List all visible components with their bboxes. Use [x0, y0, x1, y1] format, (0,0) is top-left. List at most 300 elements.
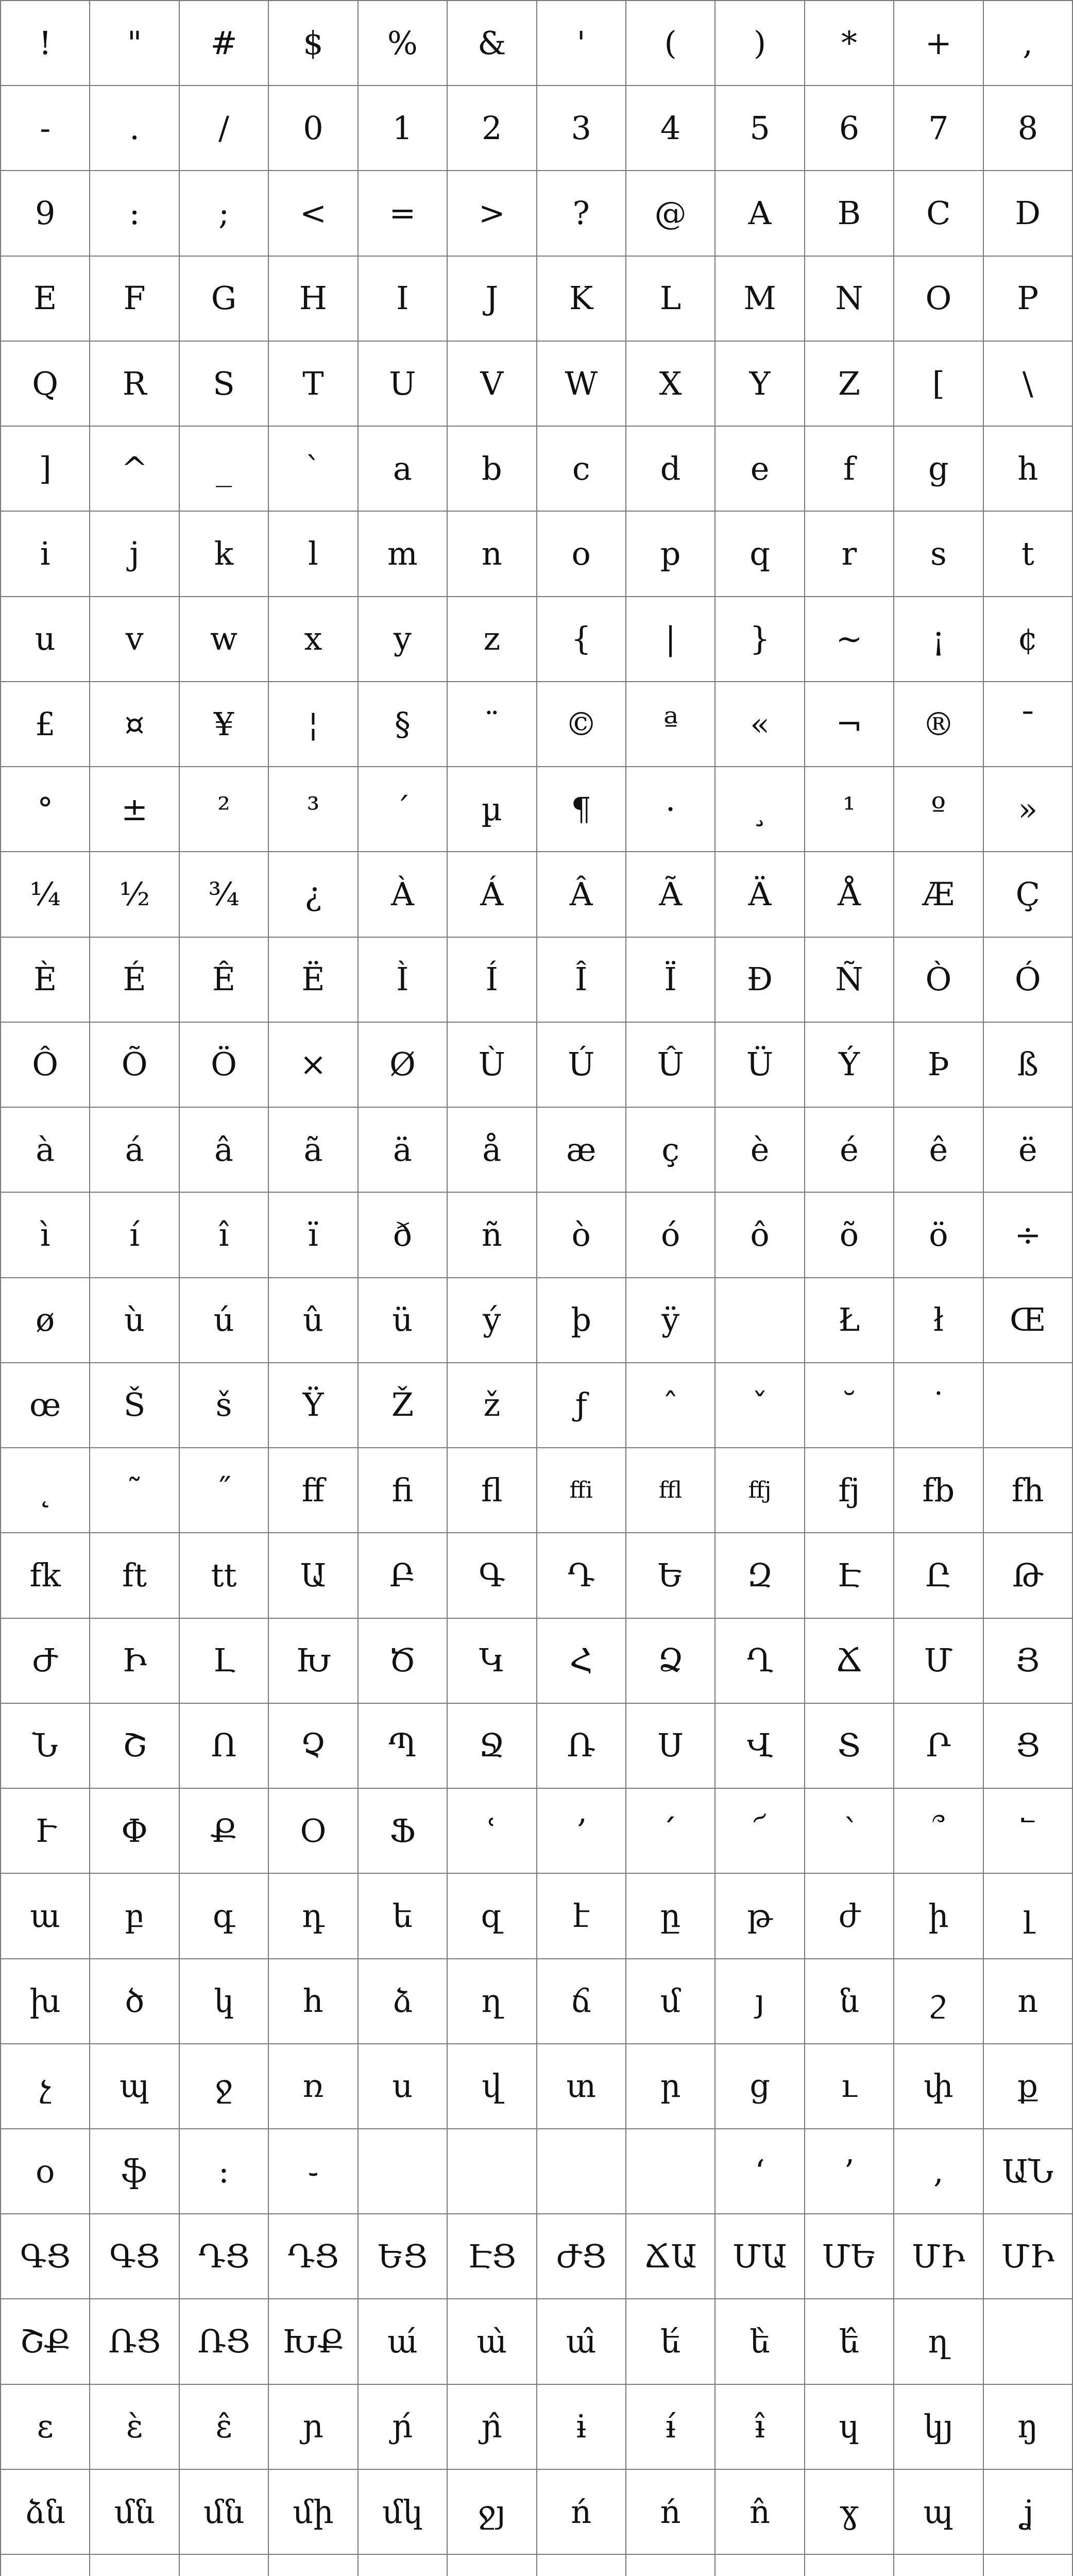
glyph-cell — [269, 427, 358, 512]
glyph: fj — [838, 1471, 860, 1509]
glyph-cell — [716, 2299, 805, 2384]
glyph-cell — [359, 1533, 448, 1618]
glyph-cell — [626, 2299, 716, 2384]
glyph: ¹ — [843, 790, 856, 828]
glyph: ff — [301, 1471, 325, 1509]
glyph-cell — [984, 1789, 1073, 1874]
glyph-cell — [90, 1704, 179, 1789]
glyph: Ô — [32, 1045, 59, 1083]
glyph: 7 — [928, 109, 949, 147]
glyph: Է — [837, 1556, 862, 1594]
glyph: ˙ — [930, 1386, 947, 1424]
glyph-cell — [805, 1619, 894, 1704]
glyph-cell — [805, 1704, 894, 1789]
glyph: Œ — [1010, 1301, 1046, 1339]
glyph: ¥ — [213, 705, 234, 743]
glyph: Õ — [121, 1045, 148, 1083]
glyph: ց — [750, 2067, 770, 2105]
glyph: ffj — [748, 1477, 772, 1503]
glyph: U — [389, 364, 416, 402]
glyph-cell — [90, 1193, 179, 1278]
glyph-cell — [1, 1108, 90, 1193]
glyph: g — [928, 449, 949, 487]
glyph: Å — [838, 875, 861, 913]
glyph-cell — [180, 1363, 269, 1448]
glyph: fi — [391, 1471, 414, 1509]
glyph: ւ — [841, 2067, 857, 2105]
glyph: â — [214, 1130, 234, 1168]
glyph-cell — [448, 682, 537, 767]
glyph-cell — [90, 2470, 179, 2555]
glyph: + — [925, 24, 952, 62]
glyph: ¼ — [29, 875, 61, 913]
glyph: ý — [483, 1301, 501, 1339]
glyph-cell — [537, 171, 626, 256]
glyph: ա́ — [387, 2323, 418, 2361]
glyph: ɨ̂ — [755, 2408, 765, 2446]
glyph: Պ — [388, 1726, 417, 1765]
glyph-cell — [448, 342, 537, 427]
glyph-cell — [180, 767, 269, 852]
glyph-cell — [537, 257, 626, 342]
glyph: ԵՑ — [378, 2237, 428, 2275]
glyph: ԳՑ — [20, 2237, 71, 2275]
glyph-cell — [894, 1959, 983, 2044]
glyph-cell — [537, 2044, 626, 2129]
glyph: fb — [922, 1471, 955, 1509]
glyph-cell — [716, 1448, 805, 1533]
glyph-cell — [448, 1448, 537, 1533]
glyph: \ — [1022, 364, 1033, 402]
glyph-cell — [894, 86, 983, 171]
glyph-cell — [1, 512, 90, 597]
glyph-cell — [716, 2385, 805, 2470]
glyph-cell — [90, 852, 179, 937]
glyph: 1 — [392, 109, 413, 147]
glyph-cell — [716, 1193, 805, 1278]
glyph-cell — [894, 1023, 983, 1108]
glyph-cell — [805, 1533, 894, 1618]
glyph-cell — [269, 171, 358, 256]
glyph: ԷՑ — [467, 2237, 516, 2275]
glyph-cell — [626, 1533, 716, 1618]
glyph: ս — [392, 2067, 413, 2105]
glyph-cell — [359, 1193, 448, 1278]
glyph-cell — [269, 2555, 358, 2576]
glyph: Թ — [1012, 1556, 1044, 1594]
glyph-cell — [716, 171, 805, 256]
glyph: ՚ — [577, 1811, 586, 1850]
glyph-cell — [1, 342, 90, 427]
glyph: » — [1018, 790, 1038, 828]
glyph-cell — [984, 597, 1073, 682]
glyph: Լ — [213, 1641, 235, 1680]
glyph-cell — [805, 2470, 894, 2555]
glyph: ´ — [394, 790, 411, 828]
glyph: æ — [566, 1130, 597, 1168]
glyph-cell — [90, 342, 179, 427]
glyph-cell — [716, 1108, 805, 1193]
glyph: մ — [660, 1982, 681, 2020]
glyph: ՃԱ — [644, 2237, 697, 2275]
glyph-cell — [537, 1, 626, 86]
glyph: ծ — [125, 1982, 145, 2020]
glyph: t — [1021, 535, 1034, 573]
glyph: ա̀ — [476, 2323, 507, 2361]
glyph-cell — [90, 257, 179, 342]
glyph-cell — [448, 1363, 537, 1448]
glyph-cell — [448, 2555, 537, 2576]
glyph-cell — [984, 1, 1073, 86]
glyph: ա — [30, 1896, 61, 1935]
glyph-cell — [626, 1959, 716, 2044]
glyph: 8 — [1017, 109, 1038, 147]
glyph-cell — [359, 1874, 448, 1959]
glyph: [ — [932, 364, 945, 402]
glyph-cell — [180, 1108, 269, 1193]
glyph: Þ — [927, 1045, 949, 1083]
glyph-cell — [448, 171, 537, 256]
glyph-cell — [90, 682, 179, 767]
glyph-cell — [626, 1, 716, 86]
glyph: զ — [481, 1896, 503, 1935]
glyph-cell — [805, 1278, 894, 1363]
glyph-cell — [626, 767, 716, 852]
glyph: Մ — [924, 1641, 953, 1680]
glyph-cell — [448, 2299, 537, 2384]
glyph: ՄԱ — [733, 2237, 787, 2275]
glyph-cell — [537, 2299, 626, 2384]
glyph: ê — [929, 1130, 948, 1168]
glyph: fl — [481, 1471, 503, 1509]
glyph: Ä — [748, 875, 772, 913]
glyph: շ — [931, 1982, 946, 2020]
glyph-cell — [180, 1789, 269, 1874]
glyph-cell — [805, 1363, 894, 1448]
glyph: k — [214, 535, 234, 573]
glyph: œ — [29, 1386, 61, 1424]
glyph: տ — [566, 2067, 597, 2105]
glyph: ՇՔ — [20, 2323, 71, 2361]
glyph-cell — [626, 1874, 716, 1959]
glyph: ú — [213, 1301, 234, 1339]
glyph-cell — [984, 1959, 1073, 2044]
glyph-cell — [537, 512, 626, 597]
glyph: « — [750, 705, 770, 743]
glyph: ե̂ — [839, 2323, 859, 2361]
glyph: fh — [1011, 1471, 1044, 1509]
glyph: P — [1017, 279, 1039, 317]
glyph: 3 — [571, 109, 591, 147]
glyph-cell — [537, 1704, 626, 1789]
glyph-cell — [626, 2470, 716, 2555]
glyph: ՟ — [1019, 1811, 1036, 1850]
glyph-cell — [1, 1789, 90, 1874]
glyph: ։ — [218, 2152, 230, 2190]
glyph: Ո — [211, 1726, 237, 1765]
glyph: Շ — [122, 1726, 147, 1765]
glyph: Չ — [300, 1726, 326, 1765]
glyph: Կ — [479, 1641, 505, 1680]
glyph: Գ — [479, 1556, 505, 1594]
glyph: ~ — [836, 620, 863, 658]
glyph: ¿ — [304, 875, 322, 913]
glyph: - — [40, 109, 51, 147]
glyph-cell — [269, 1193, 358, 1278]
glyph-cell — [269, 257, 358, 342]
glyph-cell — [359, 1108, 448, 1193]
glyph: ? — [572, 194, 590, 232]
glyph-cell — [805, 1874, 894, 1959]
glyph: n — [481, 535, 502, 573]
glyph-cell — [894, 171, 983, 256]
glyph: û — [302, 1301, 323, 1339]
glyph-cell — [1, 767, 90, 852]
glyph-cell — [359, 1363, 448, 1448]
glyph-cell — [1, 257, 90, 342]
glyph: խ — [29, 1982, 61, 2020]
glyph: ֊ — [308, 2152, 319, 2190]
glyph: ɥ — [839, 2408, 860, 2446]
glyph: ! — [39, 24, 52, 62]
glyph: § — [394, 705, 411, 743]
glyph-cell — [984, 1533, 1073, 1618]
glyph: E — [33, 279, 57, 317]
glyph: ' — [576, 24, 586, 62]
glyph-cell — [269, 1533, 358, 1618]
glyph-cell — [626, 1108, 716, 1193]
glyph-cell — [180, 1278, 269, 1363]
glyph: á — [125, 1130, 144, 1168]
glyph-cell — [90, 1874, 179, 1959]
glyph-cell — [894, 1278, 983, 1363]
glyph: ՝ — [843, 1811, 855, 1850]
glyph: M — [743, 279, 776, 317]
glyph-cell — [269, 1704, 358, 1789]
glyph: m — [387, 535, 418, 573]
glyph-cell — [894, 2555, 983, 2576]
glyph: ո — [1017, 1982, 1038, 2020]
glyph-cell — [1, 1448, 90, 1533]
glyph-cell — [359, 1959, 448, 2044]
glyph: G — [211, 279, 237, 317]
glyph: ɨ — [576, 2408, 587, 2446]
glyph: T — [302, 364, 324, 402]
glyph-cell — [894, 2214, 983, 2299]
glyph-cell — [180, 1023, 269, 1108]
glyph: ճ — [570, 1982, 592, 2020]
glyph: Ç — [1015, 875, 1041, 913]
glyph: Խ — [295, 1641, 331, 1680]
glyph: թ — [747, 1896, 773, 1935]
glyph-cell — [626, 2044, 716, 2129]
glyph-cell — [626, 2555, 716, 2576]
glyph-cell — [716, 2044, 805, 2129]
glyph-cell — [269, 767, 358, 852]
glyph: Ն — [32, 1726, 58, 1765]
glyph: Բ — [389, 1556, 416, 1594]
glyph-cell — [269, 682, 358, 767]
glyph: N — [835, 279, 863, 317]
glyph-cell — [90, 86, 179, 171]
glyph-cell — [984, 2555, 1073, 2576]
glyph: Ú — [568, 1045, 595, 1083]
glyph-cell — [894, 257, 983, 342]
glyph: R — [122, 364, 147, 402]
glyph-cell — [359, 2044, 448, 2129]
glyph: Û — [657, 1045, 684, 1083]
glyph-cell — [180, 512, 269, 597]
glyph: ɣ — [839, 2493, 859, 2531]
glyph-cell — [984, 2299, 1073, 2384]
glyph: w — [210, 620, 238, 658]
glyph-cell — [805, 1023, 894, 1108]
glyph: Â — [569, 875, 593, 913]
glyph: Փ — [121, 1811, 148, 1850]
glyph-cell — [448, 1874, 537, 1959]
glyph-cell — [448, 512, 537, 597]
glyph-cell — [90, 2299, 179, 2384]
glyph-cell — [359, 682, 448, 767]
glyph: Վ — [747, 1726, 773, 1765]
glyph-cell — [90, 2555, 179, 2576]
glyph: ì — [40, 1215, 50, 1253]
glyph-cell — [448, 2470, 537, 2555]
glyph-cell — [626, 171, 716, 256]
glyph-cell — [180, 2044, 269, 2129]
glyph-cell — [894, 2385, 983, 2470]
glyph-cell — [448, 1023, 537, 1108]
glyph: j — [129, 535, 140, 573]
glyph-cell — [626, 427, 716, 512]
glyph-cell — [537, 1278, 626, 1363]
glyph-cell — [805, 2044, 894, 2129]
glyph-cell — [1, 171, 90, 256]
glyph-cell — [269, 852, 358, 937]
glyph: Ր — [926, 1726, 951, 1765]
glyph: Ò — [925, 960, 952, 998]
glyph-cell — [894, 1108, 983, 1193]
glyph: Ց — [1016, 1726, 1040, 1765]
glyph: ° — [37, 790, 54, 828]
glyph: հ — [303, 1982, 323, 2020]
glyph-cell — [180, 171, 269, 256]
glyph-cell — [1, 1023, 90, 1108]
glyph: Ս — [657, 1726, 684, 1765]
glyph: ʝ — [1021, 2493, 1034, 2531]
glyph: ɲ̂ — [481, 2408, 502, 2446]
glyph-cell — [537, 1533, 626, 1618]
glyph: $ — [303, 24, 323, 62]
glyph-cell — [1, 1278, 90, 1363]
glyph-cell — [894, 938, 983, 1023]
glyph-cell — [359, 2470, 448, 2555]
glyph-cell — [537, 1789, 626, 1874]
glyph: ը — [660, 1896, 681, 1935]
glyph-cell — [894, 512, 983, 597]
glyph: V — [480, 364, 504, 402]
glyph-cell — [984, 2385, 1073, 2470]
glyph: Ï — [664, 960, 677, 998]
glyph-cell — [359, 2385, 448, 2470]
glyph: յ — [755, 1982, 765, 2020]
glyph: ɲ́ — [392, 2408, 413, 2446]
glyph-cell — [626, 257, 716, 342]
glyph: F — [123, 279, 146, 317]
glyph: ÿ — [661, 1301, 680, 1339]
glyph: ¤ — [124, 705, 145, 743]
glyph-cell — [90, 2214, 179, 2299]
glyph: o — [571, 535, 591, 573]
glyph-cell — [894, 1448, 983, 1533]
glyph-cell — [716, 1704, 805, 1789]
glyph: Ý — [838, 1045, 860, 1083]
glyph-cell — [1, 852, 90, 937]
glyph-cell — [180, 1533, 269, 1618]
glyph: ɛ̂ — [215, 2408, 232, 2446]
glyph: p — [660, 535, 681, 573]
glyph: ձ — [392, 1982, 413, 2020]
glyph-cell — [359, 171, 448, 256]
glyph-cell — [537, 2129, 626, 2214]
glyph-cell — [448, 1533, 537, 1618]
glyph-cell — [716, 852, 805, 937]
glyph-cell — [984, 2044, 1073, 2129]
glyph: ¯ — [1019, 705, 1036, 743]
glyph: ˆ — [662, 1386, 679, 1424]
glyph-cell — [448, 1789, 537, 1874]
glyph: f — [843, 449, 855, 487]
glyph-cell — [359, 767, 448, 852]
glyph-cell — [894, 2129, 983, 2214]
glyph-cell — [805, 171, 894, 256]
glyph-cell — [1, 2555, 90, 2576]
glyph-cell — [984, 1704, 1073, 1789]
glyph-cell — [1, 1533, 90, 1618]
glyph: ft — [122, 1556, 147, 1594]
glyph-cell — [1, 597, 90, 682]
glyph: Ւ — [35, 1811, 56, 1850]
glyph-cell — [448, 257, 537, 342]
glyph: Ի — [122, 1641, 147, 1680]
glyph-cell — [626, 597, 716, 682]
glyph-cell — [90, 1448, 179, 1533]
glyph-cell — [359, 1448, 448, 1533]
glyph-cell — [537, 938, 626, 1023]
glyph-cell — [269, 1023, 358, 1108]
glyph-cell — [805, 767, 894, 852]
glyph-cell — [984, 1278, 1073, 1363]
glyph: ԴՑ — [198, 2237, 250, 2275]
glyph-cell — [537, 1023, 626, 1108]
glyph-cell — [626, 1448, 716, 1533]
glyph: կյ — [923, 2408, 953, 2446]
glyph: 2 — [482, 109, 502, 147]
glyph: B — [837, 194, 861, 232]
glyph: Ե — [657, 1556, 684, 1594]
glyph: ń — [571, 2493, 592, 2531]
glyph: ֆ — [122, 2152, 148, 2190]
glyph: Ž — [391, 1386, 414, 1424]
glyph: ՄԻ — [1001, 2237, 1055, 2275]
glyph: < — [299, 194, 327, 232]
glyph-cell — [984, 1023, 1073, 1108]
glyph-cell — [359, 257, 448, 342]
glyph: ԽՔ — [282, 2323, 345, 2361]
glyph-cell — [1, 682, 90, 767]
glyph: £ — [35, 705, 56, 743]
glyph-cell — [448, 2044, 537, 2129]
